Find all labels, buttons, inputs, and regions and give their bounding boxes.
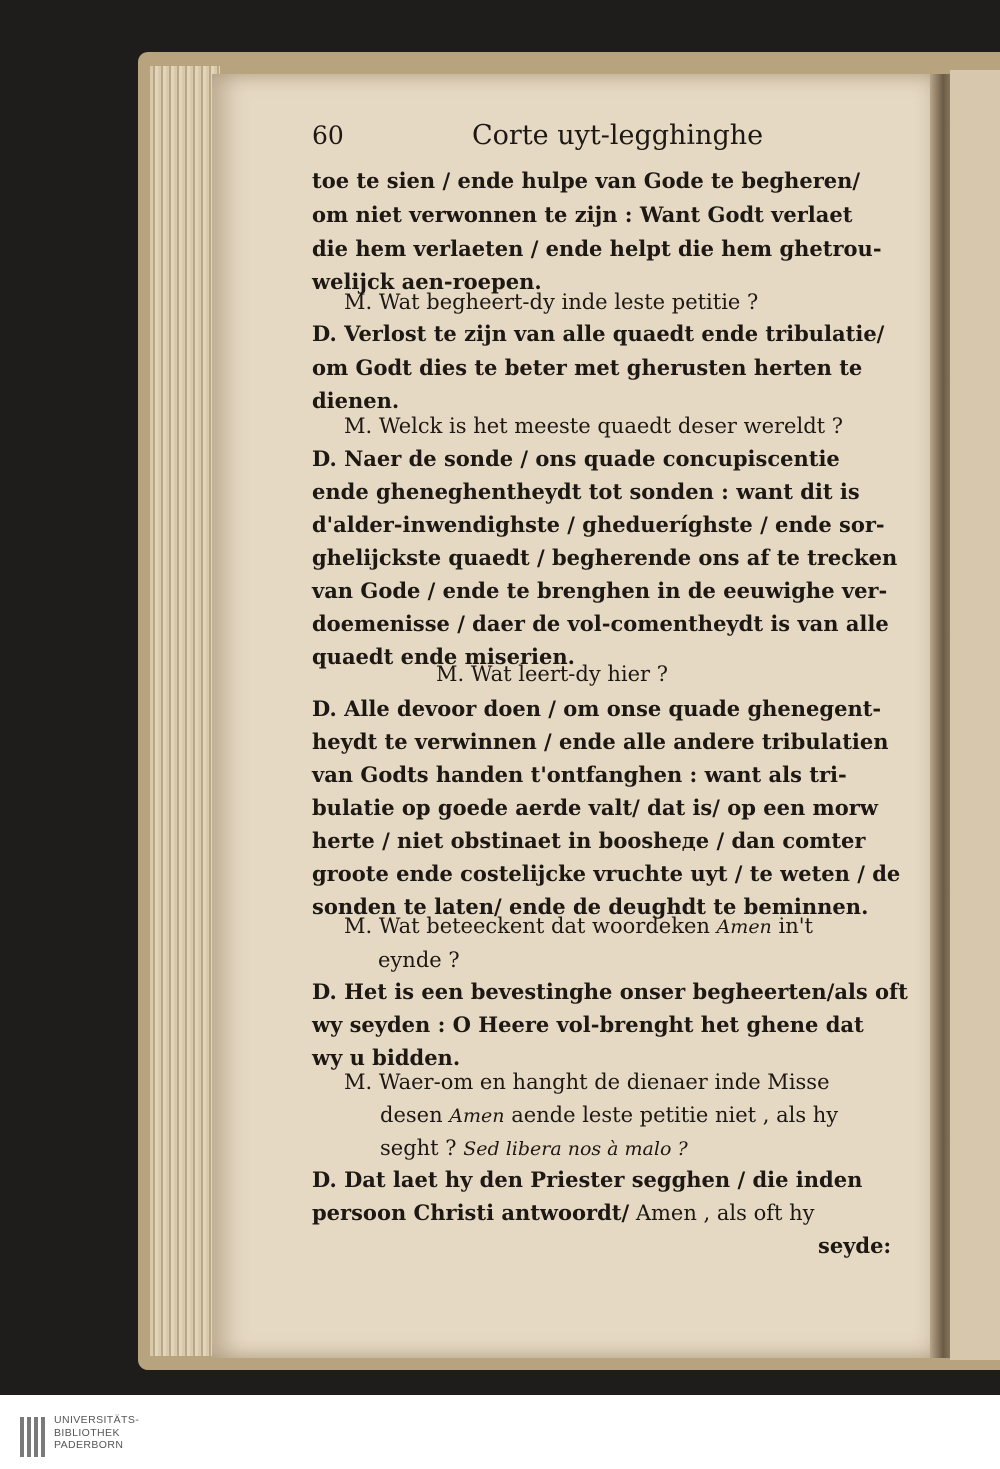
text-line: d'alder-inwendighste / ghedueríghste / ende sor- xyxy=(312,512,885,537)
text-line: bulatie op goede aerde valt/ dat is/ op een morw xyxy=(312,795,878,820)
text-line: groote ende costelijcke vruchte uyt / te weten / de xyxy=(312,861,901,886)
text-line: D. Het is een bevestinghe onser begheerten/als oft xyxy=(312,979,908,1004)
catchword: seyde: xyxy=(818,1233,892,1258)
text-line: D. Verlost te zijn van alle quaedt ende tribulatie/ xyxy=(312,321,885,346)
text-line: M. Waer-om en hanght de dienaer inde Misse xyxy=(344,1070,830,1094)
page-number: 60 xyxy=(312,121,344,150)
text-line: welijck aen-roepen. xyxy=(312,269,542,294)
text-line: dienen. xyxy=(312,388,400,413)
running-title: Corte uyt-legghinghe xyxy=(472,120,764,151)
text-line: ghelijckste quaedt / begherende ons af te trecken xyxy=(312,545,898,570)
library-credit: UNIVERSITÄTS- BIBLIOTHEK PADERBORN xyxy=(54,1414,140,1451)
text-line: M. Wat leert-dy hier ? xyxy=(436,662,669,686)
text-line: ende gheneghentheydt tot sonden : want dit is xyxy=(312,479,860,504)
text-line: D. Dat laet hy den Priester segghen / die inden xyxy=(312,1167,863,1192)
text-line: wy u bidden. xyxy=(312,1045,461,1070)
text-line: M. Welck is het meeste quaedt deser wereldt ? xyxy=(344,414,844,438)
text-line: D. Naer de sonde / ons quade concupiscentie xyxy=(312,446,840,471)
text-line: toe te sien / ende hulpe van Gode te begheren/ xyxy=(312,168,861,193)
text-line: van Godts handen t'ontfanghen : want als tri- xyxy=(312,762,847,787)
text-line: persoon Christi antwoordt/ Amen , als oft hy xyxy=(312,1200,815,1225)
text-line: om niet verwonnen te zijn : Want Godt verlaet xyxy=(312,202,853,227)
text-line: sonden te laten/ ende de deughdt te beminnen. xyxy=(312,894,869,919)
text-line: heydt te verwinnen / ende alle andere tribulatien xyxy=(312,729,889,754)
text-line: doemenisse / daer de vol-comentheydt is van alle xyxy=(312,611,889,636)
text-line: seght ? Sed libera nos à malo ? xyxy=(380,1136,688,1160)
library-logo-icon xyxy=(20,1417,46,1457)
text-line: die hem verlaeten / ende helpt die hem ghetrou- xyxy=(312,236,882,261)
text-line: M. Wat beteeckent dat woordeken Amen in't xyxy=(344,914,813,938)
text-line: van Gode / ende te brenghen in de eeuwighe ver- xyxy=(312,578,888,603)
text-line: wy seyden : O Heere vol-brenght het ghene dat xyxy=(312,1012,864,1037)
text-line: D. Alle devoor doen / om onse quade ghenegent- xyxy=(312,696,882,721)
text-line: M. Wat begheert-dy inde leste petitie ? xyxy=(344,290,759,314)
text-line: om Godt dies te beter met gherusten herten te xyxy=(312,355,863,380)
text-line: quaedt ende miserien. xyxy=(312,644,575,669)
text-line: eynde ? xyxy=(378,948,460,972)
text-line: herte / niet obstinaet in boosheде / dan comter xyxy=(312,828,866,853)
text-line: desen Amen aende leste petitie niet , als hy xyxy=(380,1103,839,1127)
